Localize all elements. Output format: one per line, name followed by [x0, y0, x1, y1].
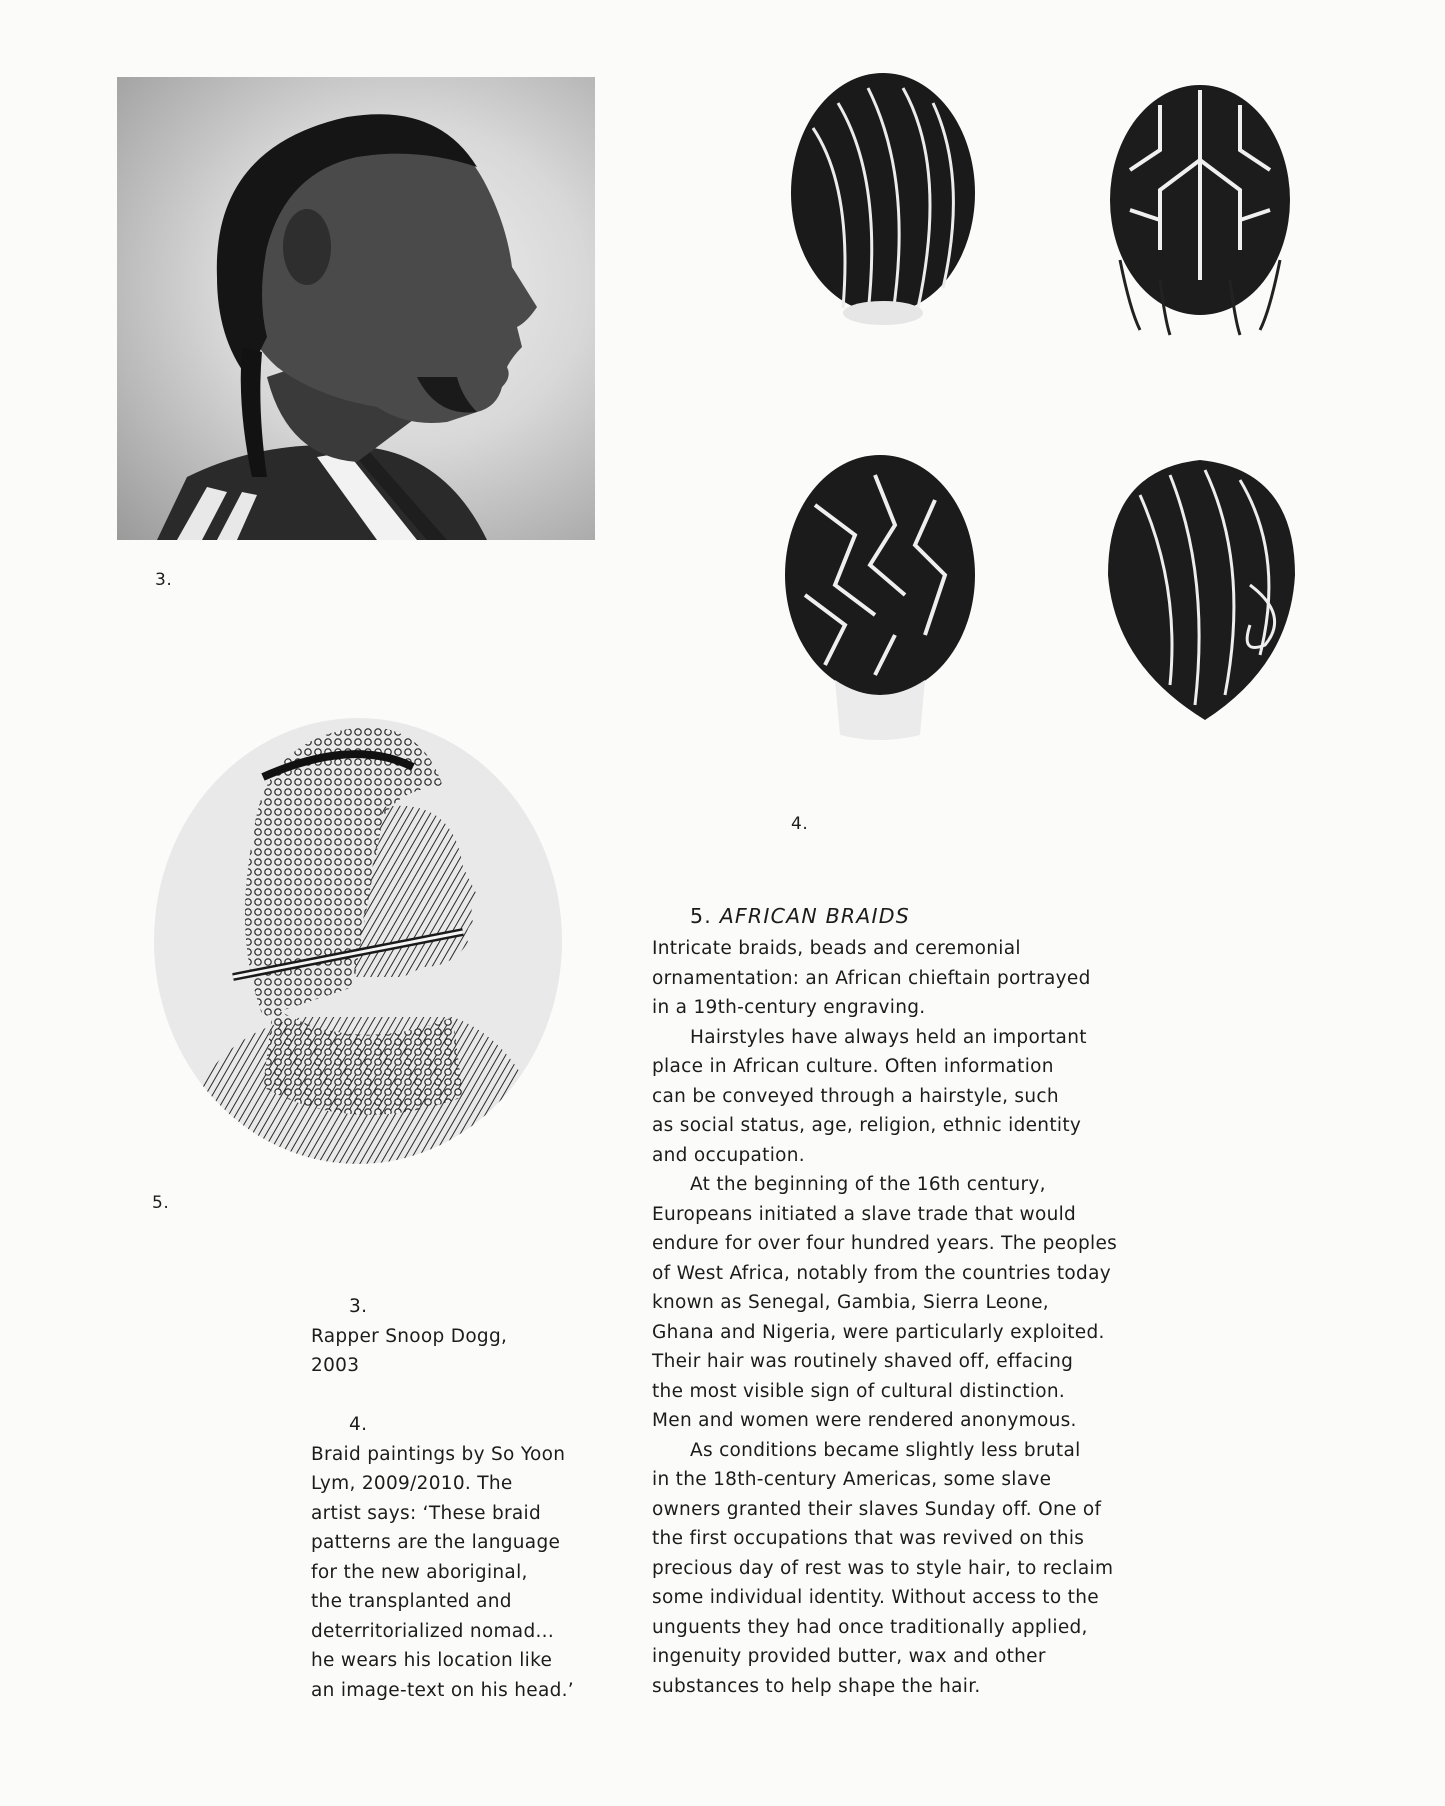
caption-figure-3	[311, 1292, 591, 1381]
text-line: can be conveyed through a hairstyle, such	[652, 1085, 1059, 1107]
text-line: substances to help shape the hair.	[652, 1675, 981, 1697]
text-line: known as Senegal, Gambia, Sierra Leone,	[652, 1292, 1049, 1313]
text-line: Their hair was routinely shaved off, effacing	[652, 1351, 1074, 1372]
text-line: Europeans initiated a slave trade that would	[652, 1203, 1077, 1225]
braid-head-graphic	[1100, 455, 1300, 735]
caption-4-number: 4.	[349, 1414, 368, 1435]
text-line: place in African culture. Often information	[652, 1056, 1054, 1077]
braid-pattern-image-4	[1100, 455, 1300, 715]
text-line: as social status, age, religion, ethnic identity	[652, 1115, 1082, 1136]
caption-4-line: artist says: ‘These braid	[311, 1502, 542, 1524]
article-paragraph-1	[652, 1023, 1152, 1171]
article-lead	[652, 934, 1152, 1023]
text-line: As conditions became slightly less brutal	[690, 1439, 1081, 1461]
caption-4-line: the transplanted and	[311, 1591, 512, 1612]
text-line: the most visible sign of cultural distinction.	[652, 1380, 1066, 1402]
text-line: owners granted their slaves Sunday off. One of	[652, 1498, 1102, 1520]
caption-4-line: an image-text on his head.’	[311, 1679, 574, 1701]
caption-figure-4	[311, 1410, 591, 1705]
caption-4-line: Braid paintings by So Yoon	[311, 1443, 566, 1465]
engraving-african-chieftain	[153, 717, 563, 1166]
text-line: of West Africa, notably from the countries today	[652, 1262, 1111, 1284]
braid-pattern-image-1	[783, 68, 983, 328]
figure-4-label: 4.	[791, 814, 809, 834]
text-line: endure for over four hundred years. The peoples	[652, 1233, 1118, 1254]
text-line: At the beginning of the 16th century,	[690, 1174, 1046, 1195]
article-heading-title: AFRICAN BRAIDS	[719, 904, 910, 928]
caption-3-number: 3.	[349, 1296, 368, 1317]
photo-snoop-dogg-profile	[117, 77, 595, 540]
figure-5-label: 5.	[152, 1193, 170, 1213]
caption-4-line: Lym, 2009/2010. The	[311, 1473, 513, 1494]
caption-4-line: for the new aboriginal,	[311, 1561, 528, 1583]
portrait-illustration	[117, 77, 595, 540]
text-line: ornamentation: an African chieftain portrayed	[652, 967, 1091, 989]
braid-head-graphic	[1100, 80, 1300, 340]
caption-4-line: he wears his location like	[311, 1650, 553, 1671]
braid-pattern-image-3	[775, 445, 975, 745]
article-heading	[652, 901, 1152, 932]
caption-3-line: Rapper Snoop Dogg,	[311, 1325, 508, 1347]
caption-4-line: patterns are the language	[311, 1532, 561, 1553]
article-paragraph-2	[652, 1170, 1152, 1436]
text-line: in a 19th-century engraving.	[652, 997, 926, 1018]
text-line: Hairstyles have always held an important	[690, 1026, 1087, 1048]
engraving-oval-graphic	[153, 717, 563, 1166]
article-paragraph-3	[652, 1436, 1152, 1702]
text-line: and occupation.	[652, 1144, 805, 1166]
text-line: the first occupations that was revived on this	[652, 1528, 1085, 1549]
text-line: ingenuity provided butter, wax and other	[652, 1646, 1046, 1667]
article-african-braids	[652, 901, 1152, 1701]
text-line: Intricate braids, beads and ceremonial	[652, 938, 1021, 959]
text-line: precious day of rest was to style hair, to reclaim	[652, 1557, 1114, 1579]
figure-3-label: 3.	[155, 570, 173, 590]
text-line: in the 18th-century Americas, some slave	[652, 1469, 1052, 1490]
text-line: some individual identity. Without access to the	[652, 1587, 1099, 1608]
braid-head-graphic	[783, 68, 983, 328]
text-line: Men and women were rendered anonymous.	[652, 1410, 1077, 1431]
braid-pattern-image-2	[1100, 80, 1300, 340]
article-heading-number: 5.	[690, 904, 712, 928]
caption-3-line: 2003	[311, 1355, 360, 1376]
text-line: Ghana and Nigeria, were particularly exploited.	[652, 1321, 1105, 1343]
text-line: unguents they had once traditionally applied,	[652, 1616, 1088, 1638]
braid-head-graphic	[775, 445, 975, 745]
caption-4-line: deterritorialized nomad...	[311, 1620, 555, 1642]
